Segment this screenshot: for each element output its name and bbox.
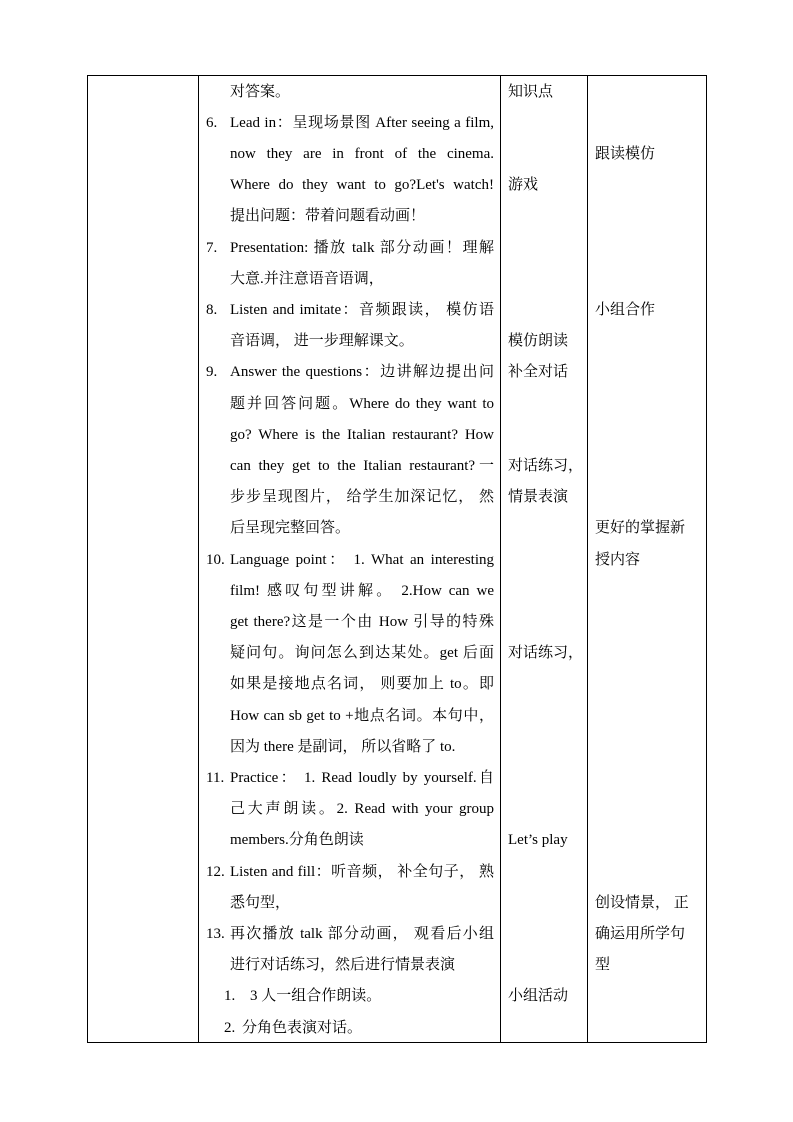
step-line: 大意.并注意语音语调， [230,271,384,287]
empty-left-cell [88,76,198,1042]
step-line: 对答案。 [230,84,291,100]
step-line: Answer the questions：边讲解边提出问 [230,364,494,380]
activity-text: 对话练习， [508,458,584,474]
step-line: Lead in：呈现场景图 After seeing a film, [230,115,494,131]
step-line: 进行对话练习，然后进行情景表演 [230,957,456,973]
step-line: now they are in front of the cinema. [230,146,494,162]
activity-text: 小组活动 [508,988,569,1004]
step-number: 9. [206,364,218,380]
step-number: 13. [206,926,225,942]
step-line: Language point： 1. What an interesting [230,552,494,568]
step-line: Listen and fill：听音频， 补全句子， 熟 [230,864,494,880]
table-bottom-border [87,1042,707,1043]
purpose-text: 创设情景， 正 [595,895,689,911]
sub-item-number: 2. [224,1020,236,1036]
activity-text: 游戏 [508,177,539,193]
step-line: members.分角色朗读 [230,832,364,848]
purpose-text: 更好的掌握新 [595,520,686,536]
step-number: 7. [206,240,218,256]
table-col-border-4 [587,75,588,1043]
sub-item-text: 3 人一组合作朗读。 [250,988,382,1004]
step-line: 如果是接地点名词， 则要加上 to。即 [230,676,494,692]
purpose-text: 确运用所学句 [595,926,686,942]
purpose-text: 跟读模仿 [595,146,656,162]
step-line: Practice： 1. Read loudly by yourself.自 [230,770,494,786]
purpose-text: 小组合作 [595,302,656,318]
activity-text: Let’s play [508,832,568,848]
activity-text: 情景表演 [508,489,569,505]
step-line: 悉句型， [230,895,291,911]
activity-text: 补全对话 [508,364,569,380]
step-line: 音语调， 进一步理解课文。 [230,333,414,349]
step-number: 8. [206,302,218,318]
sub-item-number: 1. [224,988,236,1004]
table-col-border-5 [706,75,707,1043]
step-line: Where do they want to go?Let's watch! [230,177,494,193]
table-col-border-3 [500,75,501,1043]
step-line: 己大声朗读。2. Read with your group [230,801,494,817]
step-line: Listen and imitate：音频跟读， 模仿语 [230,302,494,318]
step-line: film! 感叹句型讲解。 2.How can we [230,583,494,599]
step-line: get there?这是一个由 How 引导的特殊 [230,614,494,630]
step-number: 6. [206,115,218,131]
step-line: can they get to the Italian restaurant?一 [230,458,494,474]
activity-text: 模仿朗读 [508,333,569,349]
activity-text: 对话练习， [508,645,584,661]
step-line: 题并回答问题。Where do they want to [230,396,494,412]
step-number: 12. [206,864,225,880]
step-line: 步步呈现图片， 给学生加深记忆， 然 [230,489,494,505]
purpose-text: 型 [595,957,611,973]
step-line: 后呈现完整回答。 [230,520,351,536]
step-line: 疑问句。询问怎么到达某处。get 后面 [230,645,494,661]
step-line: 因为 there 是副词， 所以省略了 to. [230,739,456,755]
step-line: How can sb get to +地点名词。本句中， [230,708,494,724]
step-line: 再次播放 talk 部分动画， 观看后小组 [230,926,494,942]
sub-item-text: 分角色表演对话。 [242,1020,363,1036]
step-number: 10. [206,552,225,568]
activity-text: 知识点 [508,84,554,100]
step-number: 11. [206,770,225,786]
step-line: Presentation: 播放 talk 部分动画！理解 [230,240,494,256]
purpose-text: 授内容 [595,552,641,568]
table-col-border-2 [198,75,199,1043]
step-line: 提出问题：带着问题看动画！ [230,208,426,224]
step-line: go? Where is the Italian restaurant? How [230,427,494,443]
